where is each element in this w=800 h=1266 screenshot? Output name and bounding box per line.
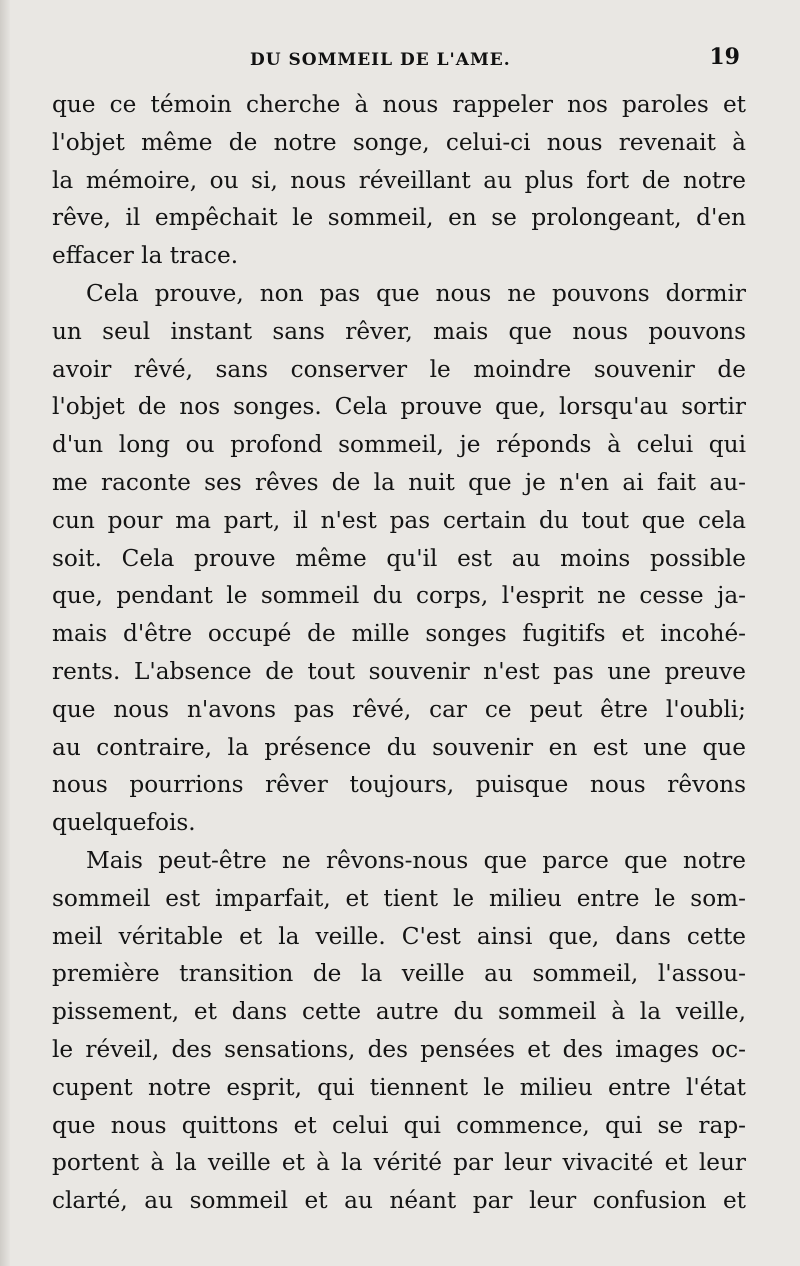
text-line: l'objet même de notre songe, celui-ci nous revenait à bbox=[52, 128, 746, 156]
text-line: que ce témoin cherche à nous rappeler nos paroles et bbox=[52, 91, 746, 118]
text-line: le réveil, des sensations, des pensées et des images oc- bbox=[52, 1035, 746, 1063]
text-line: meil véritable et la veille. C'est ainsi que, dans cette bbox=[52, 922, 746, 950]
text-line: que nous quittons et celui qui commence, qui se rap- bbox=[52, 1111, 746, 1139]
running-title: DU SOMMEIL DE L'AME. bbox=[250, 50, 511, 70]
text-line: rêve, il empêchait le sommeil, en se prolongeant, d'en bbox=[52, 204, 746, 232]
text-line: au contraire, la présence du souvenir en est une que bbox=[52, 733, 746, 761]
text-line: cupent notre esprit, qui tiennent le milieu entre l'état bbox=[52, 1073, 746, 1101]
text-line: me raconte ses rêves de la nuit que je n'en ai fait au- bbox=[52, 468, 746, 496]
text-line: quelquefois. bbox=[52, 809, 196, 837]
text-line: la mémoire, ou si, nous réveillant au plus fort de notre bbox=[52, 166, 746, 194]
paragraph bbox=[52, 86, 746, 275]
text-line: effacer la trace. bbox=[52, 242, 239, 270]
text-line: portent à la veille et à la vérité par leur vivacité et leur bbox=[52, 1149, 746, 1177]
text-line: pissement, et dans cette autre du sommeil à la veille, bbox=[52, 998, 746, 1026]
text-line: mais d'être occupé de mille songes fugitifs et incohé- bbox=[52, 620, 746, 648]
paragraph bbox=[52, 842, 746, 1220]
text-line: nous pourrions rêver toujours, puisque nous rêvons bbox=[52, 771, 746, 799]
text-line: d'un long ou profond sommeil, je réponds à celui qui bbox=[52, 431, 746, 459]
text-line: première transition de la veille au sommeil, l'assou- bbox=[52, 960, 746, 988]
text-line: l'objet de nos songes. Cela prouve que, lorsqu'au sortir bbox=[52, 393, 746, 421]
text-line: sommeil est imparfait, et tient le milieu entre le som- bbox=[52, 884, 746, 912]
page-edge bbox=[0, 0, 10, 1266]
text-line: clarté, au sommeil et au néant par leur confusion et bbox=[52, 1187, 746, 1215]
page-header bbox=[52, 42, 744, 82]
paragraph bbox=[52, 275, 746, 842]
body-text bbox=[52, 86, 746, 1220]
text-line: que nous n'avons pas rêvé, car ce peut être l'oubli; bbox=[52, 695, 746, 723]
text-line: Mais peut-être ne rêvons-nous que parce que notre bbox=[86, 846, 746, 874]
text-line: avoir rêvé, sans conserver le moindre souvenir de bbox=[52, 355, 746, 383]
text-line: rents. L'absence de tout souvenir n'est pas une preuve bbox=[52, 657, 746, 685]
page-number: 19 bbox=[709, 44, 740, 70]
text-line: que, pendant le sommeil du corps, l'esprit ne cesse ja- bbox=[52, 582, 746, 610]
text-line: cun pour ma part, il n'est pas certain du tout que cela bbox=[52, 506, 746, 534]
text-line: Cela prouve, non pas que nous ne pouvons dormir bbox=[86, 279, 746, 307]
text-line: un seul instant sans rêver, mais que nous pouvons bbox=[52, 317, 746, 345]
text-line: soit. Cela prouve même qu'il est au moins possible bbox=[52, 544, 746, 572]
